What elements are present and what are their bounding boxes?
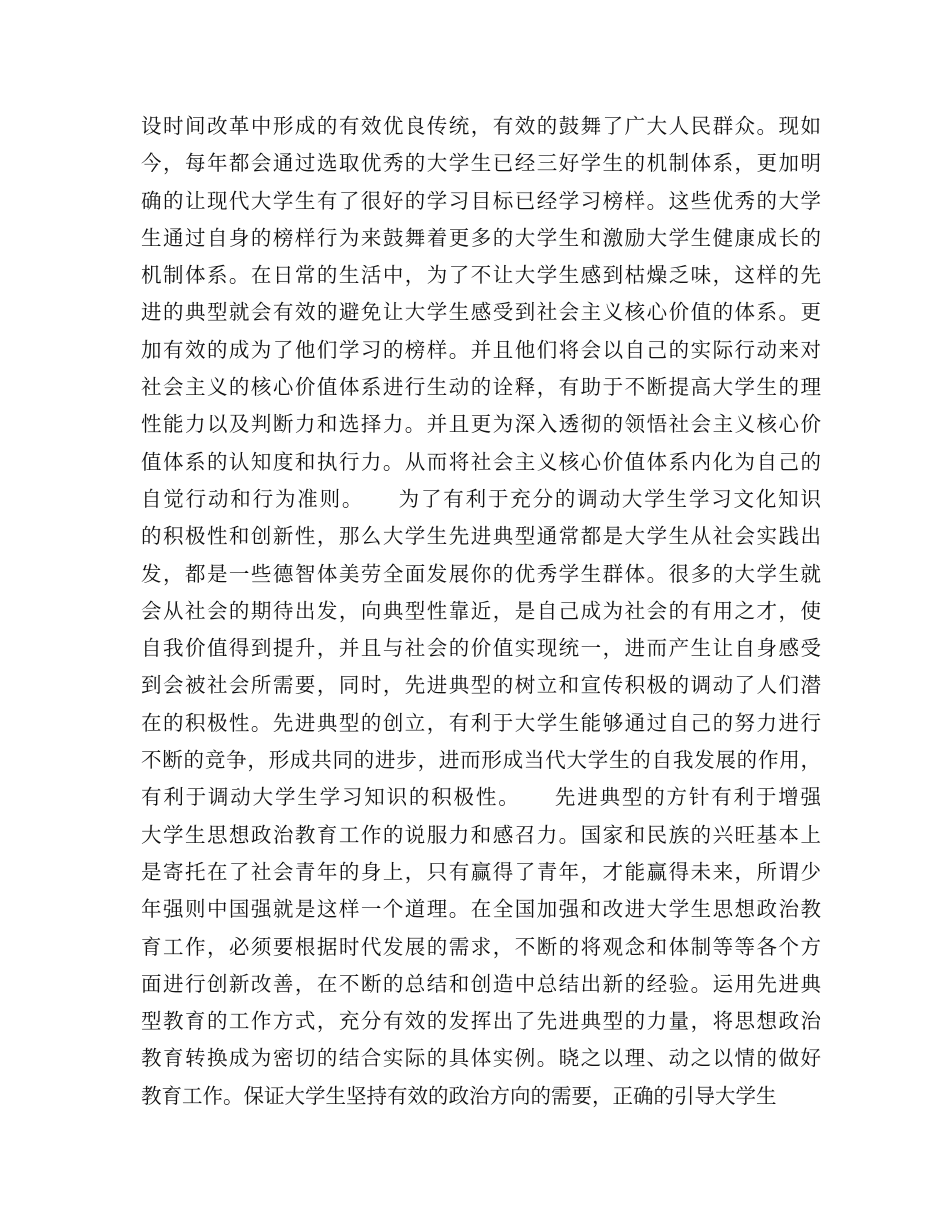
text-line: 型教育的工作方式，充分有效的发挥出了先进典型的力量，将思想政治: [141, 1009, 821, 1034]
text-line: 加有效的成为了他们学习的榜样。并且他们将会以自己的实际行动来对: [141, 337, 821, 362]
text-line: 会从社会的期待出发，向典型性靠近，是自己成为社会的有用之才，使: [141, 598, 821, 623]
text-line: 自我价值得到提升，并且与社会的价值实现统一，进而产生让自身感受: [141, 636, 821, 661]
text-line: 大学生思想政治教育工作的说服力和感召力。国家和民族的兴旺基本上: [141, 822, 821, 847]
text-line: 发，都是一些德智体美劳全面发展你的优秀学生群体。很多的大学生就: [141, 561, 821, 586]
text-line: 生通过自身的榜样行为来鼓舞着更多的大学生和激励大学生健康成长的: [141, 225, 821, 250]
text-line: 自觉行动和行为准则。 为了有利于充分的调动大学生学习文化知识: [141, 486, 821, 511]
text-line: 是寄托在了社会青年的身上，只有赢得了青年，才能赢得未来，所谓少: [141, 859, 821, 884]
text-line: 育工作，必须要根据时代发展的需求，不断的将观念和体制等等各个方: [141, 934, 821, 959]
text-line: 设时间改革中形成的有效优良传统，有效的鼓舞了广大人民群众。现如: [141, 114, 821, 138]
text-line: 今，每年都会通过选取优秀的大学生已经三好学生的机制体系，更加明: [141, 151, 821, 176]
text-line: 面进行创新改善，在不断的总结和创造中总结出新的经验。运用先进典: [141, 971, 821, 996]
text-line: 不断的竞争，形成共同的进步，进而形成当代大学生的自我发展的作用，: [141, 748, 821, 773]
text-line: 确的让现代大学生有了很好的学习目标已经学习榜样。这些优秀的大学: [141, 188, 821, 213]
text-line: 教育转换成为密切的结合实际的具体实例。晓之以理、动之以情的做好: [141, 1046, 821, 1071]
text-line: 在的积极性。先进典型的创立，有利于大学生能够通过自己的努力进行: [141, 710, 821, 735]
text-line: 教育工作。保证大学生坚持有效的政治方向的需要，正确的引导大学生: [141, 1083, 777, 1108]
text-line: 社会主义的核心价值体系进行生动的诠释，有助于不断提高大学生的理: [141, 375, 821, 400]
text-line: 值体系的认知度和执行力。从而将社会主义核心价值体系内化为自己的: [141, 449, 821, 474]
text-line: 机制体系。在日常的生活中，为了不让大学生感到枯燥乏味，这样的先: [141, 263, 821, 288]
body-text: [141, 108, 821, 1115]
text-line: 性能力以及判断力和选择力。并且更为深入透彻的领悟社会主义核心价: [141, 412, 821, 437]
text-line: 到会被社会所需要，同时，先进典型的树立和宣传积极的调动了人们潜: [141, 673, 821, 698]
text-line: 年强则中国强就是这样一个道理。在全国加强和改进大学生思想政治教: [141, 897, 821, 922]
text-line: 的积极性和创新性，那么大学生先进典型通常都是大学生从社会实践出: [141, 524, 821, 549]
text-line: 有利于调动大学生学习知识的积极性。 先进典型的方针有利于增强: [141, 785, 821, 810]
text-line: 进的典型就会有效的避免让大学生感受到社会主义核心价值的体系。更: [141, 300, 821, 325]
